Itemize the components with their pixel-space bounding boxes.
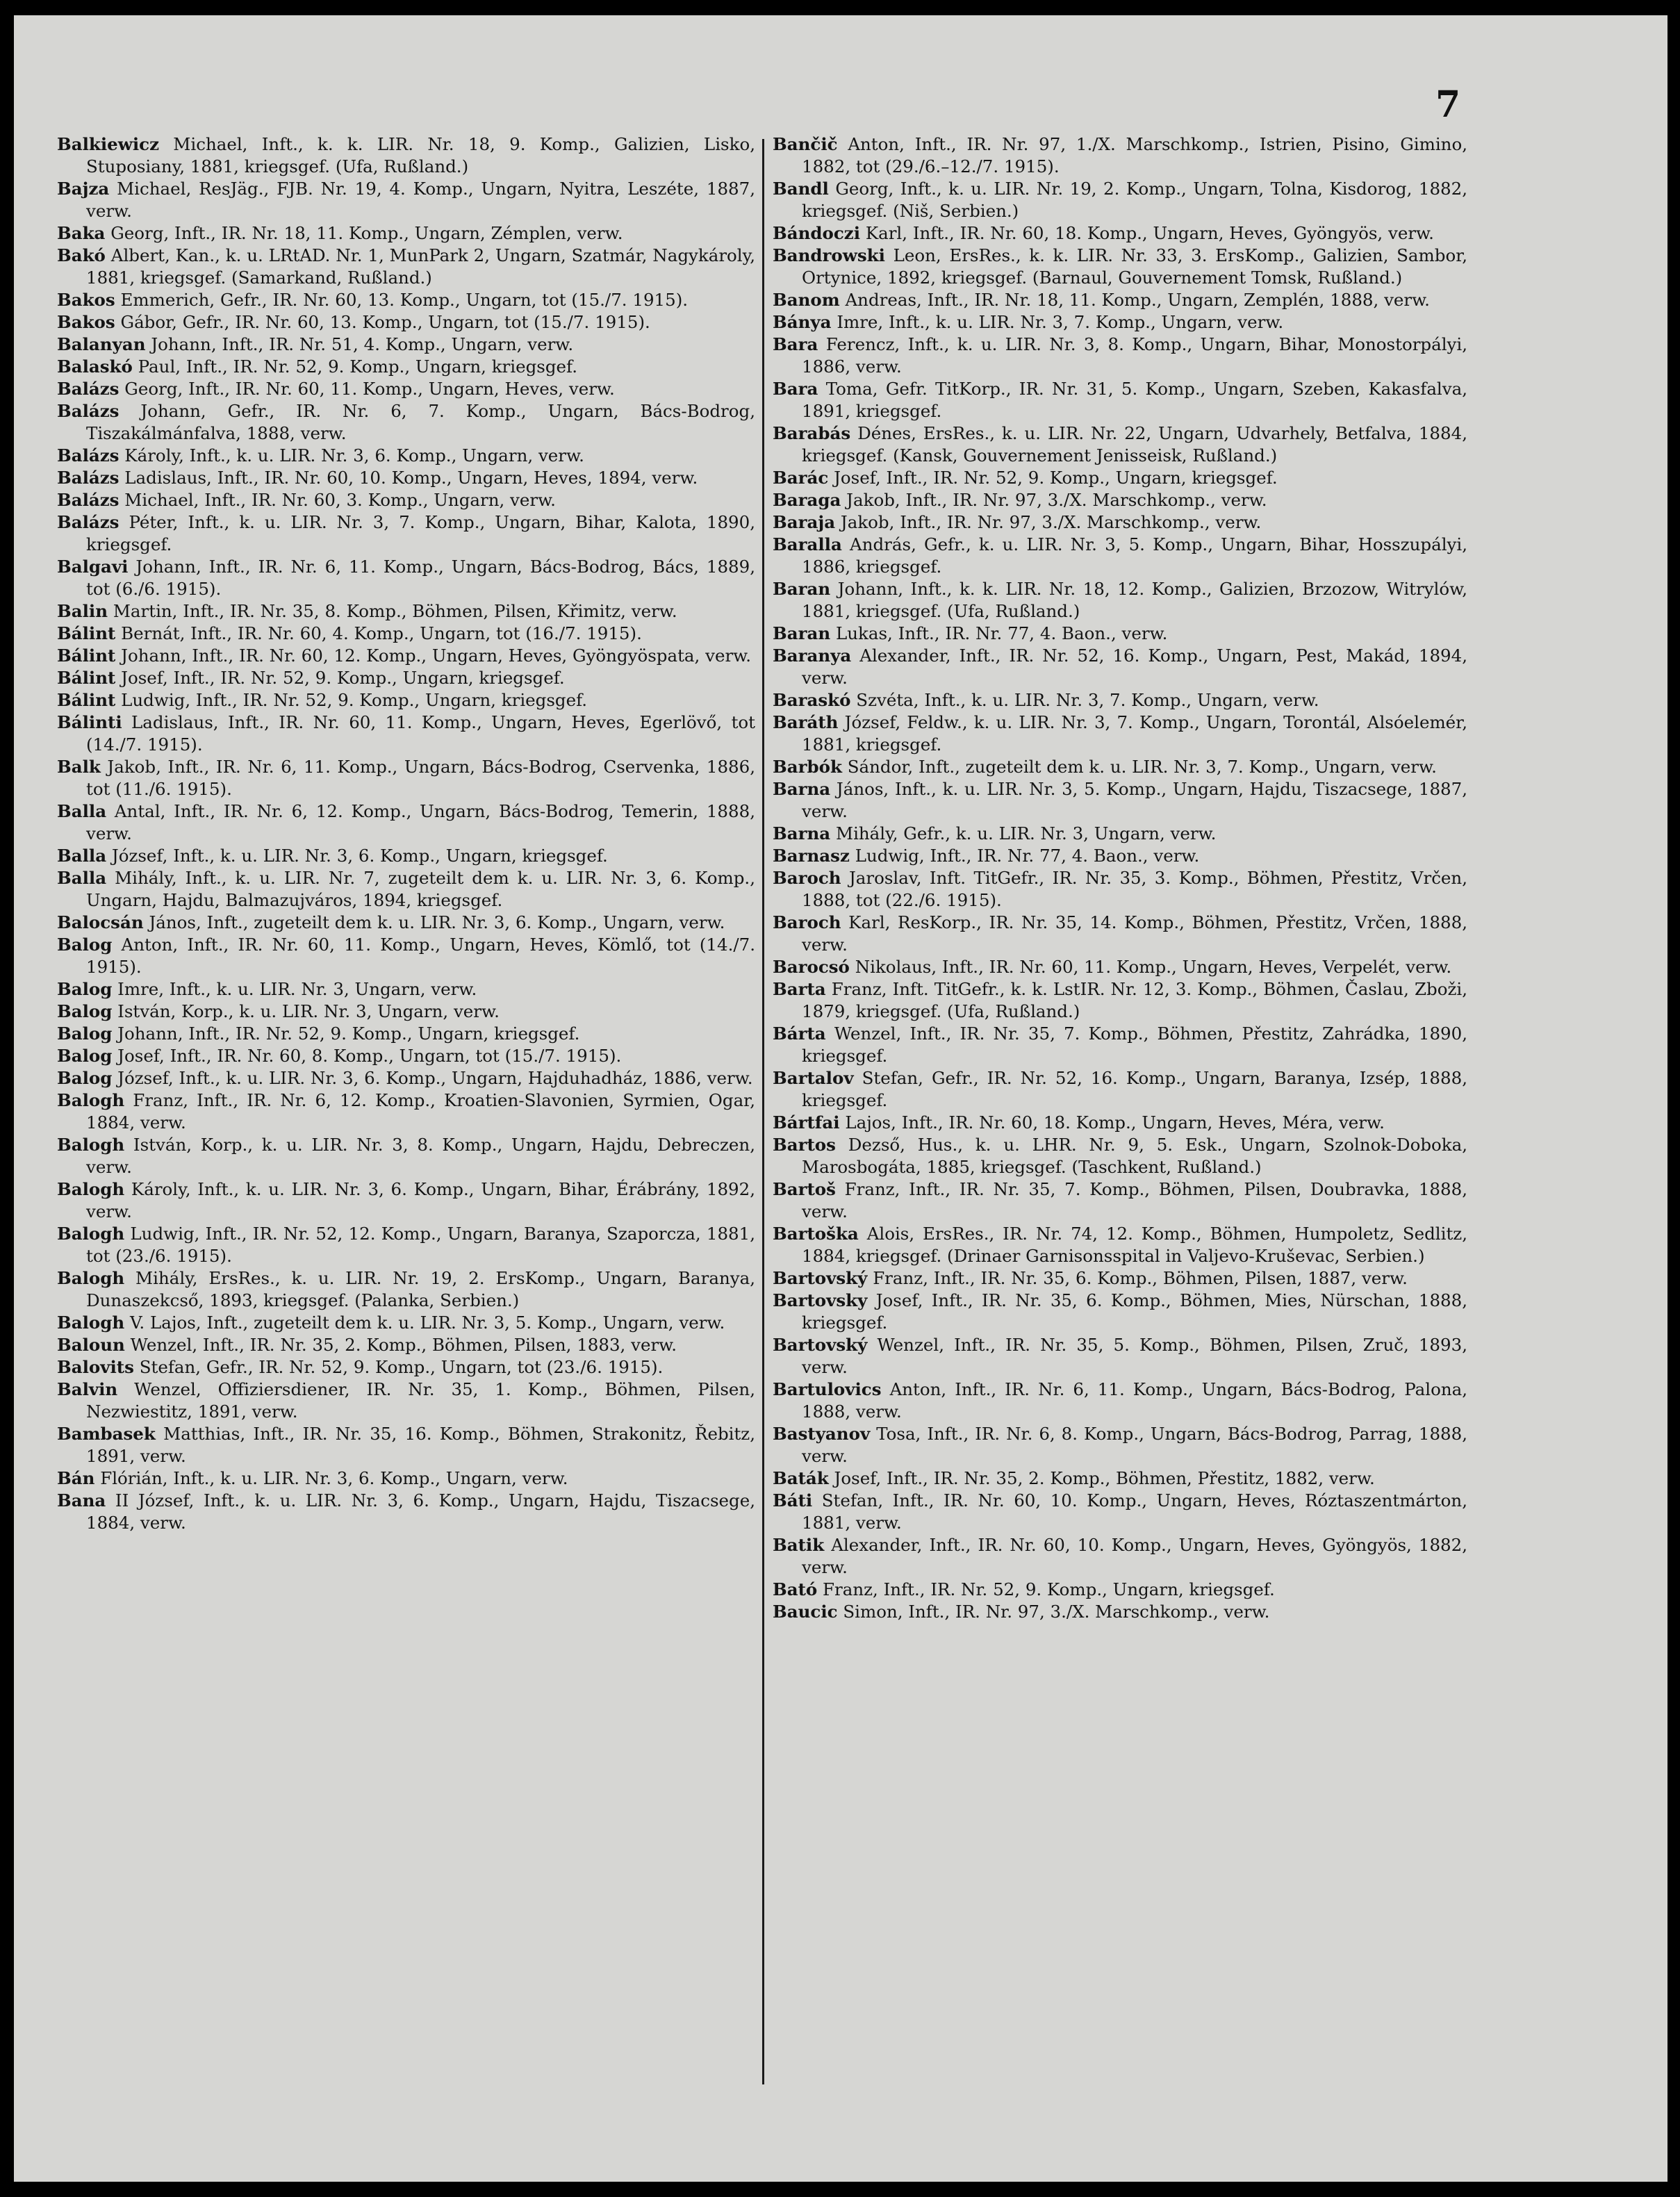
list-entry xyxy=(57,600,755,623)
list-entry xyxy=(57,445,755,467)
entry-surname: Barta xyxy=(773,979,826,999)
list-entry xyxy=(773,578,1467,623)
entry-surname: Balogh xyxy=(57,1135,125,1155)
list-entry xyxy=(773,289,1467,311)
entry-surname: Balog xyxy=(57,935,113,955)
entry-surname: Balázs xyxy=(57,445,120,466)
entry-details: János, Inft., k. u. LIR. Nr. 3, 5. Komp., Ungarn, Hajdu, Tiszacsege, 1887, verw. xyxy=(802,779,1467,821)
entry-surname: Balog xyxy=(57,979,113,999)
entry-surname: Bálint xyxy=(57,690,116,710)
list-entry xyxy=(57,800,755,845)
entry-surname: Baranya xyxy=(773,645,852,666)
entry-details: Josef, Inft., IR. Nr. 35, 2. Komp., Böhmen, Přestitz, 1882, verw. xyxy=(834,1468,1375,1488)
entry-surname: Baka xyxy=(57,223,106,243)
list-entry xyxy=(57,245,755,289)
entry-details: Ladislaus, Inft., IR. Nr. 60, 10. Komp., Ungarn, Heves, 1894, verw. xyxy=(124,468,698,488)
entry-surname: Bartovský xyxy=(773,1268,868,1288)
entry-details: Leon, ErsRes., k. k. LIR. Nr. 33, 3. ErsKomp., Galizien, Sambor, Ortynice, 1892, kriegsgef. (Barnaul, Gouvernement Tomsk, Rußland.) xyxy=(802,245,1468,288)
list-entry xyxy=(773,133,1467,178)
list-entry xyxy=(773,1467,1467,1490)
entry-details: Károly, Inft., k. u. LIR. Nr. 3, 6. Komp., Ungarn, Bihar, Érábrány, 1892, verw. xyxy=(86,1179,755,1221)
list-entry xyxy=(773,311,1467,334)
entry-details: Jakob, Inft., IR. Nr. 97, 3./X. Marschkomp., verw. xyxy=(840,512,1262,532)
entry-surname: Bartulovics xyxy=(773,1379,882,1399)
entry-surname: Bartovský xyxy=(773,1335,868,1355)
entry-details: Ludwig, Inft., IR. Nr. 52, 9. Komp., Ungarn, kriegsgef. xyxy=(121,690,588,710)
list-entry xyxy=(57,511,755,556)
entry-surname: Barna xyxy=(773,779,831,799)
entry-surname: Batik xyxy=(773,1535,825,1555)
entry-surname: Baraskó xyxy=(773,690,851,710)
list-entry xyxy=(57,1223,755,1267)
entry-surname: Bastyanov xyxy=(773,1424,871,1444)
entry-details: Jakob, Inft., IR. Nr. 97, 3./X. Marschkomp., verw. xyxy=(846,490,1267,510)
list-entry xyxy=(57,1312,755,1334)
entry-surname: Barbók xyxy=(773,757,842,777)
entry-details: Imre, Inft., k. u. LIR. Nr. 3, 7. Komp., Ungarn, verw. xyxy=(837,312,1284,332)
list-entry xyxy=(773,1534,1467,1579)
entry-surname: Balogh xyxy=(57,1313,125,1333)
entry-details: V. Lajos, Inft., zugeteilt dem k. u. LIR. Nr. 3, 5. Komp., Ungarn, verw. xyxy=(129,1313,725,1333)
entry-surname: Báti xyxy=(773,1490,813,1511)
entry-surname: Bara xyxy=(773,334,818,354)
list-entry xyxy=(57,1001,755,1023)
entry-surname: Bálinti xyxy=(57,712,122,732)
entry-details: Alexander, Inft., IR. Nr. 60, 10. Komp., Ungarn, Heves, Gyöngyös, 1882, verw. xyxy=(802,1535,1467,1577)
entry-details: Wenzel, Inft., IR. Nr. 35, 5. Komp., Böhmen, Pilsen, Zruč, 1893, verw. xyxy=(802,1335,1467,1377)
entry-surname: Balla xyxy=(57,846,107,866)
left-column xyxy=(57,133,755,1534)
entry-details: Flórián, Inft., k. u. LIR. Nr. 3, 6. Komp., Ungarn, verw. xyxy=(100,1468,568,1488)
entry-details: Karl, Inft., IR. Nr. 60, 18. Komp., Ungarn, Heves, Gyöngyös, verw. xyxy=(865,223,1434,243)
entry-details: Josef, Inft., IR. Nr. 60, 8. Komp., Ungarn, tot (15./7. 1915). xyxy=(117,1046,622,1066)
list-entry xyxy=(57,1134,755,1178)
list-entry xyxy=(773,756,1467,778)
entry-surname: Balocsán xyxy=(57,912,144,932)
entry-surname: Bambasek xyxy=(57,1424,156,1444)
list-entry xyxy=(57,689,755,711)
entry-surname: Baták xyxy=(773,1468,829,1488)
entry-surname: Barocsó xyxy=(773,957,850,977)
entry-details: Michael, Inft., IR. Nr. 60, 3. Komp., Ungarn, verw. xyxy=(124,490,556,510)
list-entry xyxy=(57,1334,755,1356)
list-entry xyxy=(57,356,755,378)
entry-surname: Baucic xyxy=(773,1602,838,1622)
entry-surname: Barác xyxy=(773,468,829,488)
entry-details: Franz, Inft., IR. Nr. 6, 12. Komp., Kroatien-Slavonien, Syrmien, Ogar, 1884, verw. xyxy=(86,1090,755,1133)
list-entry xyxy=(57,311,755,334)
entry-details: Károly, Inft., k. u. LIR. Nr. 3, 6. Komp., Ungarn, verw. xyxy=(124,445,584,466)
entry-details: Georg, Inft., k. u. LIR. Nr. 19, 2. Komp., Ungarn, Tolna, Kisdorog, 1882, kriegsgef. (Niš, Serbien.) xyxy=(802,179,1467,221)
entry-surname: Bandl xyxy=(773,179,829,199)
list-entry xyxy=(773,1223,1467,1267)
entry-surname: Bartoš xyxy=(773,1179,836,1199)
entry-details: Stefan, Gefr., IR. Nr. 52, 16. Komp., Ungarn, Baranya, Izsép, 1888, kriegsgef. xyxy=(802,1068,1467,1110)
entry-surname: Baran xyxy=(773,579,831,599)
list-entry xyxy=(57,1067,755,1089)
entry-surname: Barna xyxy=(773,823,831,844)
list-entry xyxy=(773,1067,1467,1112)
entry-surname: Bakos xyxy=(57,312,115,332)
entry-details: Matthias, Inft., IR. Nr. 35, 16. Komp., Böhmen, Strakonitz, Řebitz, 1891, verw. xyxy=(86,1424,755,1466)
list-entry xyxy=(57,378,755,400)
list-entry xyxy=(773,978,1467,1023)
entry-details: Stefan, Gefr., IR. Nr. 52, 9. Komp., Ungarn, tot (23./6. 1915). xyxy=(139,1357,664,1377)
entry-surname: Bakos xyxy=(57,290,115,310)
entry-surname: Bárta xyxy=(773,1023,826,1044)
list-entry xyxy=(57,133,755,178)
list-entry xyxy=(773,1423,1467,1467)
entry-surname: Balogh xyxy=(57,1179,125,1199)
page-number: 7 xyxy=(1435,83,1461,126)
entry-details: Karl, ResKorp., IR. Nr. 35, 14. Komp., Böhmen, Přestitz, Vrčen, 1888, verw. xyxy=(802,912,1467,955)
column-divider xyxy=(762,139,764,2084)
entry-surname: Bálint xyxy=(57,645,116,666)
entry-details: Péter, Inft., k. u. LIR. Nr. 3, 7. Komp., Ungarn, Bihar, Kalota, 1890, kriegsgef. xyxy=(86,512,755,554)
list-entry xyxy=(773,1379,1467,1423)
list-entry xyxy=(57,1178,755,1223)
entry-details: Anton, Inft., IR. Nr. 6, 11. Komp., Ungarn, Bács-Bodrog, Palona, 1888, verw. xyxy=(802,1379,1467,1422)
entry-surname: Bartalov xyxy=(773,1068,854,1088)
entry-surname: Barnasz xyxy=(773,846,850,866)
entry-surname: Balgavi xyxy=(57,557,129,577)
entry-details: Mihály, Inft., k. u. LIR. Nr. 7, zugeteilt dem k. u. LIR. Nr. 3, 6. Komp., Ungarn, Hajdu, Balmazujváros, 1894, kriegsgef. xyxy=(86,868,755,910)
entry-details: Ferencz, Inft., k. u. LIR. Nr. 3, 8. Komp., Ungarn, Bihar, Monostorpályi, 1886, verw. xyxy=(802,334,1468,377)
list-entry xyxy=(57,934,755,978)
entry-surname: Balkiewicz xyxy=(57,134,159,154)
entry-surname: Bán xyxy=(57,1468,95,1488)
entry-details: József, Inft., k. u. LIR. Nr. 3, 6. Komp., Ungarn, Hajduhadház, 1886, verw. xyxy=(117,1068,753,1088)
list-entry xyxy=(773,1290,1467,1334)
entry-surname: Balog xyxy=(57,1068,113,1088)
entry-details: Wenzel, Inft., IR. Nr. 35, 7. Komp., Böhmen, Přestitz, Zahrádka, 1890, kriegsgef. xyxy=(802,1023,1467,1066)
entry-surname: Baloun xyxy=(57,1335,125,1355)
list-entry xyxy=(773,956,1467,978)
entry-details: Franz, Inft., IR. Nr. 35, 7. Komp., Böhmen, Pilsen, Doubravka, 1888, verw. xyxy=(802,1179,1467,1221)
entry-surname: Bandrowski xyxy=(773,245,885,265)
entry-surname: Bara xyxy=(773,379,818,399)
entry-surname: Bató xyxy=(773,1579,818,1599)
list-entry xyxy=(773,422,1467,467)
entry-details: Franz, Inft., IR. Nr. 35, 6. Komp., Böhmen, Pilsen, 1887, verw. xyxy=(873,1268,1408,1288)
list-entry xyxy=(773,178,1467,222)
entry-details: Johann, Inft., IR. Nr. 6, 11. Komp., Ungarn, Bács-Bodrog, Bács, 1889, tot (6./6. 1915). xyxy=(86,557,755,599)
entry-details: Dénes, ErsRes., k. u. LIR. Nr. 22, Ungarn, Udvarhely, Betfalva, 1884, kriegsgef. (Kansk, Gouvernement Jenisseisk, Rußland.) xyxy=(802,423,1467,466)
list-entry xyxy=(773,845,1467,867)
entry-details: Michael, ResJäg., FJB. Nr. 19, 4. Komp., Ungarn, Nyitra, Leszéte, 1887, verw. xyxy=(86,179,755,221)
entry-details: Sándor, Inft., zugeteilt dem k. u. LIR. Nr. 3, 7. Komp., Ungarn, verw. xyxy=(847,757,1437,777)
list-entry xyxy=(57,1379,755,1423)
entry-surname: Bakó xyxy=(57,245,106,265)
entry-surname: Balog xyxy=(57,1001,113,1021)
entry-surname: Balázs xyxy=(57,379,120,399)
list-entry xyxy=(57,1045,755,1067)
list-entry xyxy=(57,489,755,511)
entry-details: Nikolaus, Inft., IR. Nr. 60, 11. Komp., Ungarn, Heves, Verpelét, verw. xyxy=(855,957,1452,977)
entry-surname: Baroch xyxy=(773,912,841,932)
entry-surname: Balogh xyxy=(57,1090,125,1110)
entry-details: János, Inft., zugeteilt dem k. u. LIR. Nr. 3, 6. Komp., Ungarn, verw. xyxy=(149,912,725,932)
list-entry xyxy=(773,1579,1467,1601)
entry-details: Dezső, Hus., k. u. LHR. Nr. 9, 5. Esk., Ungarn, Szolnok-Doboka, Marosbogáta, 1885, kriegsgef. (Taschkent, Rußland.) xyxy=(802,1135,1467,1177)
entry-surname: Bartoška xyxy=(773,1224,859,1244)
list-entry xyxy=(773,1178,1467,1223)
entry-surname: Balog xyxy=(57,1046,113,1066)
list-entry xyxy=(57,400,755,445)
list-entry xyxy=(773,1601,1467,1623)
list-entry xyxy=(773,489,1467,511)
list-entry xyxy=(773,378,1467,422)
list-entry xyxy=(57,756,755,800)
list-entry xyxy=(773,511,1467,534)
list-entry xyxy=(57,978,755,1001)
entry-surname: Balovits xyxy=(57,1357,134,1377)
entry-details: Jakob, Inft., IR. Nr. 6, 11. Komp., Ungarn, Bács-Bodrog, Cservenka, 1886, tot (11./6. 1915). xyxy=(86,757,756,799)
entry-surname: Balla xyxy=(57,868,107,888)
entry-details: Stefan, Inft., IR. Nr. 60, 10. Komp., Ungarn, Heves, Róztaszentmárton, 1881, verw. xyxy=(802,1490,1467,1533)
entry-details: Jaroslav, Inft. TitGefr., IR. Nr. 35, 3. Komp., Böhmen, Přestitz, Vrčen, 1888, tot (22./6. 1915). xyxy=(802,868,1467,910)
entry-details: Antal, Inft., IR. Nr. 6, 12. Komp., Ungarn, Bács-Bodrog, Temerin, 1888, verw. xyxy=(86,801,755,844)
list-entry xyxy=(773,1023,1467,1067)
entry-details: Mihály, ErsRes., k. u. LIR. Nr. 19, 2. ErsKomp., Ungarn, Baranya, Dunaszekcső, 1893, kriegsgef. (Palanka, Serbien.) xyxy=(86,1268,755,1310)
entry-details: Alois, ErsRes., IR. Nr. 74, 12. Komp., Böhmen, Humpoletz, Sedlitz, 1884, kriegsgef. (Drinaer Garnisonsspital in Valjevo-Kruševac, Serbien.) xyxy=(802,1224,1468,1266)
document-page xyxy=(14,15,1667,2182)
entry-surname: Baran xyxy=(773,623,831,643)
entry-surname: Balázs xyxy=(57,401,120,421)
entry-surname: Balin xyxy=(57,601,108,621)
list-entry xyxy=(773,1134,1467,1178)
entry-surname: Bártfai xyxy=(773,1112,840,1133)
entry-details: Martin, Inft., IR. Nr. 35, 8. Komp., Böhmen, Pilsen, Křimitz, verw. xyxy=(113,601,677,621)
entry-details: Georg, Inft., IR. Nr. 18, 11. Komp., Ungarn, Zémplen, verw. xyxy=(110,223,623,243)
entry-surname: Bartovsky xyxy=(773,1290,868,1310)
list-entry xyxy=(57,1356,755,1379)
entry-details: Georg, Inft., IR. Nr. 60, 11. Komp., Ungarn, Heves, verw. xyxy=(124,379,615,399)
entry-details: Johann, Inft., IR. Nr. 60, 12. Komp., Ungarn, Heves, Gyöngyöspata, verw. xyxy=(121,645,752,666)
entry-surname: Balanyan xyxy=(57,334,146,354)
entry-details: Johann, Inft., k. k. LIR. Nr. 18, 12. Komp., Galizien, Brzozow, Witrylów, 1881, kriegsgef. (Ufa, Rußland.) xyxy=(802,579,1467,621)
entry-details: II József, Inft., k. u. LIR. Nr. 3, 6. Komp., Ungarn, Hajdu, Tiszacsege, 1884, verw. xyxy=(86,1490,755,1533)
entry-details: Gábor, Gefr., IR. Nr. 60, 13. Komp., Ungarn, tot (15./7. 1915). xyxy=(120,312,650,332)
entry-details: József, Inft., k. u. LIR. Nr. 3, 6. Komp., Ungarn, kriegsgef. xyxy=(111,846,608,866)
list-entry xyxy=(773,867,1467,912)
entry-details: Albert, Kan., k. u. LRtAD. Nr. 1, MunPark 2, Ungarn, Szatmár, Nagykároly, 1881, kriegsgef. (Samarkand, Rußland.) xyxy=(86,245,755,288)
entry-details: Tosa, Inft., IR. Nr. 6, 8. Komp., Ungarn, Bács-Bodrog, Parrag, 1888, verw. xyxy=(802,1424,1467,1466)
entry-details: Johann, Gefr., IR. Nr. 6, 7. Komp., Ungarn, Bács-Bodrog, Tiszakálmánfalva, 1888, verw. xyxy=(86,401,755,443)
entry-details: Szvéta, Inft., k. u. LIR. Nr. 3, 7. Komp., Ungarn, verw. xyxy=(856,690,1319,710)
entry-details: Andreas, Inft., IR. Nr. 18, 11. Komp., Ungarn, Zemplén, 1888, verw. xyxy=(845,290,1430,310)
list-entry xyxy=(57,845,755,867)
right-column xyxy=(773,133,1467,1623)
list-entry xyxy=(57,711,755,756)
entry-details: Anton, Inft., IR. Nr. 60, 11. Komp., Ungarn, Heves, Kömlő, tot (14./7. 1915). xyxy=(86,935,756,977)
list-entry xyxy=(773,645,1467,689)
entry-details: Ludwig, Inft., IR. Nr. 77, 4. Baon., verw. xyxy=(855,846,1200,866)
list-entry xyxy=(57,912,755,934)
list-entry xyxy=(57,289,755,311)
entry-surname: Balog xyxy=(57,1023,113,1044)
list-entry xyxy=(773,1112,1467,1134)
list-entry xyxy=(773,711,1467,756)
entry-surname: Bajza xyxy=(57,179,110,199)
entry-details: Ladislaus, Inft., IR. Nr. 60, 11. Komp., Ungarn, Heves, Egerlövő, tot (14./7. 1915). xyxy=(86,712,756,755)
entry-surname: Balázs xyxy=(57,490,120,510)
entry-surname: Bánya xyxy=(773,312,832,332)
entry-details: Simon, Inft., IR. Nr. 97, 3./X. Marschkomp., verw. xyxy=(843,1602,1270,1622)
entry-surname: Baraja xyxy=(773,512,836,532)
list-entry xyxy=(773,912,1467,956)
entry-surname: Balaskó xyxy=(57,356,133,377)
entry-details: Franz, Inft. TitGefr., k. k. LstIR. Nr. 12, 3. Komp., Böhmen, Časlau, Zboži, 1879, kriegsgef. (Ufa, Rußland.) xyxy=(802,979,1467,1021)
entry-details: Mihály, Gefr., k. u. LIR. Nr. 3, Ungarn, verw. xyxy=(835,823,1217,844)
list-entry xyxy=(773,467,1467,489)
entry-details: Franz, Inft., IR. Nr. 52, 9. Komp., Ungarn, kriegsgef. xyxy=(823,1579,1275,1599)
entry-surname: Balogh xyxy=(57,1224,125,1244)
entry-details: Bernát, Inft., IR. Nr. 60, 4. Komp., Ungarn, tot (16./7. 1915). xyxy=(121,623,642,643)
entry-surname: Balla xyxy=(57,801,107,821)
list-entry xyxy=(57,556,755,600)
entry-surname: Barabás xyxy=(773,423,851,443)
entry-surname: Balázs xyxy=(57,468,120,488)
entry-surname: Baráth xyxy=(773,712,839,732)
list-entry xyxy=(773,778,1467,823)
entry-surname: Bálint xyxy=(57,623,116,643)
entry-details: Johann, Inft., IR. Nr. 51, 4. Komp., Ungarn, verw. xyxy=(151,334,574,354)
list-entry xyxy=(773,334,1467,378)
list-entry xyxy=(57,178,755,222)
entry-surname: Baroch xyxy=(773,868,841,888)
entry-surname: Bana xyxy=(57,1490,106,1511)
entry-details: István, Korp., k. u. LIR. Nr. 3, 8. Komp., Ungarn, Hajdu, Debreczen, verw. xyxy=(86,1135,755,1177)
list-entry xyxy=(773,534,1467,578)
entry-details: Josef, Inft., IR. Nr. 35, 6. Komp., Böhmen, Mies, Nürschan, 1888, kriegsgef. xyxy=(802,1290,1467,1333)
entry-surname: Bándoczi xyxy=(773,223,861,243)
list-entry xyxy=(57,1467,755,1490)
entry-details: Ludwig, Inft., IR. Nr. 52, 12. Komp., Ungarn, Baranya, Szaporcza, 1881, tot (23./6. 1915). xyxy=(86,1224,755,1266)
list-entry xyxy=(773,1334,1467,1379)
list-entry xyxy=(773,823,1467,845)
entry-details: Josef, Inft., IR. Nr. 52, 9. Komp., Ungarn, kriegsgef. xyxy=(834,468,1278,488)
entry-surname: Balázs xyxy=(57,512,120,532)
list-entry xyxy=(57,1267,755,1312)
entry-details: Toma, Gefr. TitKorp., IR. Nr. 31, 5. Komp., Ungarn, Szeben, Kakasfalva, 1891, kriegsgef. xyxy=(802,379,1468,421)
list-entry xyxy=(57,1490,755,1534)
list-entry xyxy=(773,689,1467,711)
entry-surname: Banom xyxy=(773,290,840,310)
entry-details: András, Gefr., k. u. LIR. Nr. 3, 5. Komp., Ungarn, Bihar, Hosszupályi, 1886, kriegsgef. xyxy=(802,534,1467,577)
list-entry xyxy=(57,867,755,912)
list-entry xyxy=(57,467,755,489)
entry-details: József, Feldw., k. u. LIR. Nr. 3, 7. Komp., Ungarn, Torontál, Alsóelemér, 1881, kriegsgef. xyxy=(802,712,1467,755)
entry-details: Emmerich, Gefr., IR. Nr. 60, 13. Komp., Ungarn, tot (15./7. 1915). xyxy=(120,290,689,310)
entry-surname: Bartos xyxy=(773,1135,836,1155)
entry-details: Josef, Inft., IR. Nr. 52, 9. Komp., Ungarn, kriegsgef. xyxy=(121,668,565,688)
list-entry xyxy=(57,645,755,667)
list-entry xyxy=(57,1089,755,1134)
list-entry xyxy=(773,1267,1467,1290)
list-entry xyxy=(57,334,755,356)
list-entry xyxy=(57,1023,755,1045)
entry-surname: Balogh xyxy=(57,1268,125,1288)
list-entry xyxy=(57,222,755,245)
entry-surname: Bálint xyxy=(57,668,116,688)
entry-surname: Baralla xyxy=(773,534,842,554)
entry-details: Lukas, Inft., IR. Nr. 77, 4. Baon., verw. xyxy=(835,623,1168,643)
entry-details: Johann, Inft., IR. Nr. 52, 9. Komp., Ungarn, kriegsgef. xyxy=(117,1023,580,1044)
list-entry xyxy=(57,623,755,645)
list-entry xyxy=(57,1423,755,1467)
entry-details: Wenzel, Offiziersdiener, IR. Nr. 35, 1. Komp., Böhmen, Pilsen, Nezwiestitz, 1891, verw. xyxy=(86,1379,755,1422)
entry-details: Lajos, Inft., IR. Nr. 60, 18. Komp., Ungarn, Heves, Méra, verw. xyxy=(845,1112,1385,1133)
list-entry xyxy=(57,667,755,689)
list-entry xyxy=(773,222,1467,245)
list-entry xyxy=(773,623,1467,645)
entry-details: Paul, Inft., IR. Nr. 52, 9. Komp., Ungarn, kriegsgef. xyxy=(138,356,578,377)
entry-surname: Bančič xyxy=(773,134,838,154)
entry-surname: Baraga xyxy=(773,490,841,510)
list-entry xyxy=(773,1490,1467,1534)
entry-surname: Balvin xyxy=(57,1379,118,1399)
entry-surname: Balk xyxy=(57,757,101,777)
entry-details: Imre, Inft., k. u. LIR. Nr. 3, Ungarn, verw. xyxy=(117,979,477,999)
entry-details: Alexander, Inft., IR. Nr. 52, 16. Komp., Ungarn, Pest, Makád, 1894, verw. xyxy=(802,645,1467,688)
list-entry xyxy=(773,245,1467,289)
entry-details: Anton, Inft., IR. Nr. 97, 1./X. Marschkomp., Istrien, Pisino, Gimino, 1882, tot (29./6.–12./7. 1915). xyxy=(802,134,1467,176)
entry-details: István, Korp., k. u. LIR. Nr. 3, Ungarn, verw. xyxy=(117,1001,500,1021)
entry-details: Wenzel, Inft., IR. Nr. 35, 2. Komp., Böhmen, Pilsen, 1883, verw. xyxy=(130,1335,677,1355)
entry-details: Michael, Inft., k. k. LIR. Nr. 18, 9. Komp., Galizien, Lisko, Stuposiany, 1881, kriegsgef. (Ufa, Rußland.) xyxy=(86,134,755,176)
